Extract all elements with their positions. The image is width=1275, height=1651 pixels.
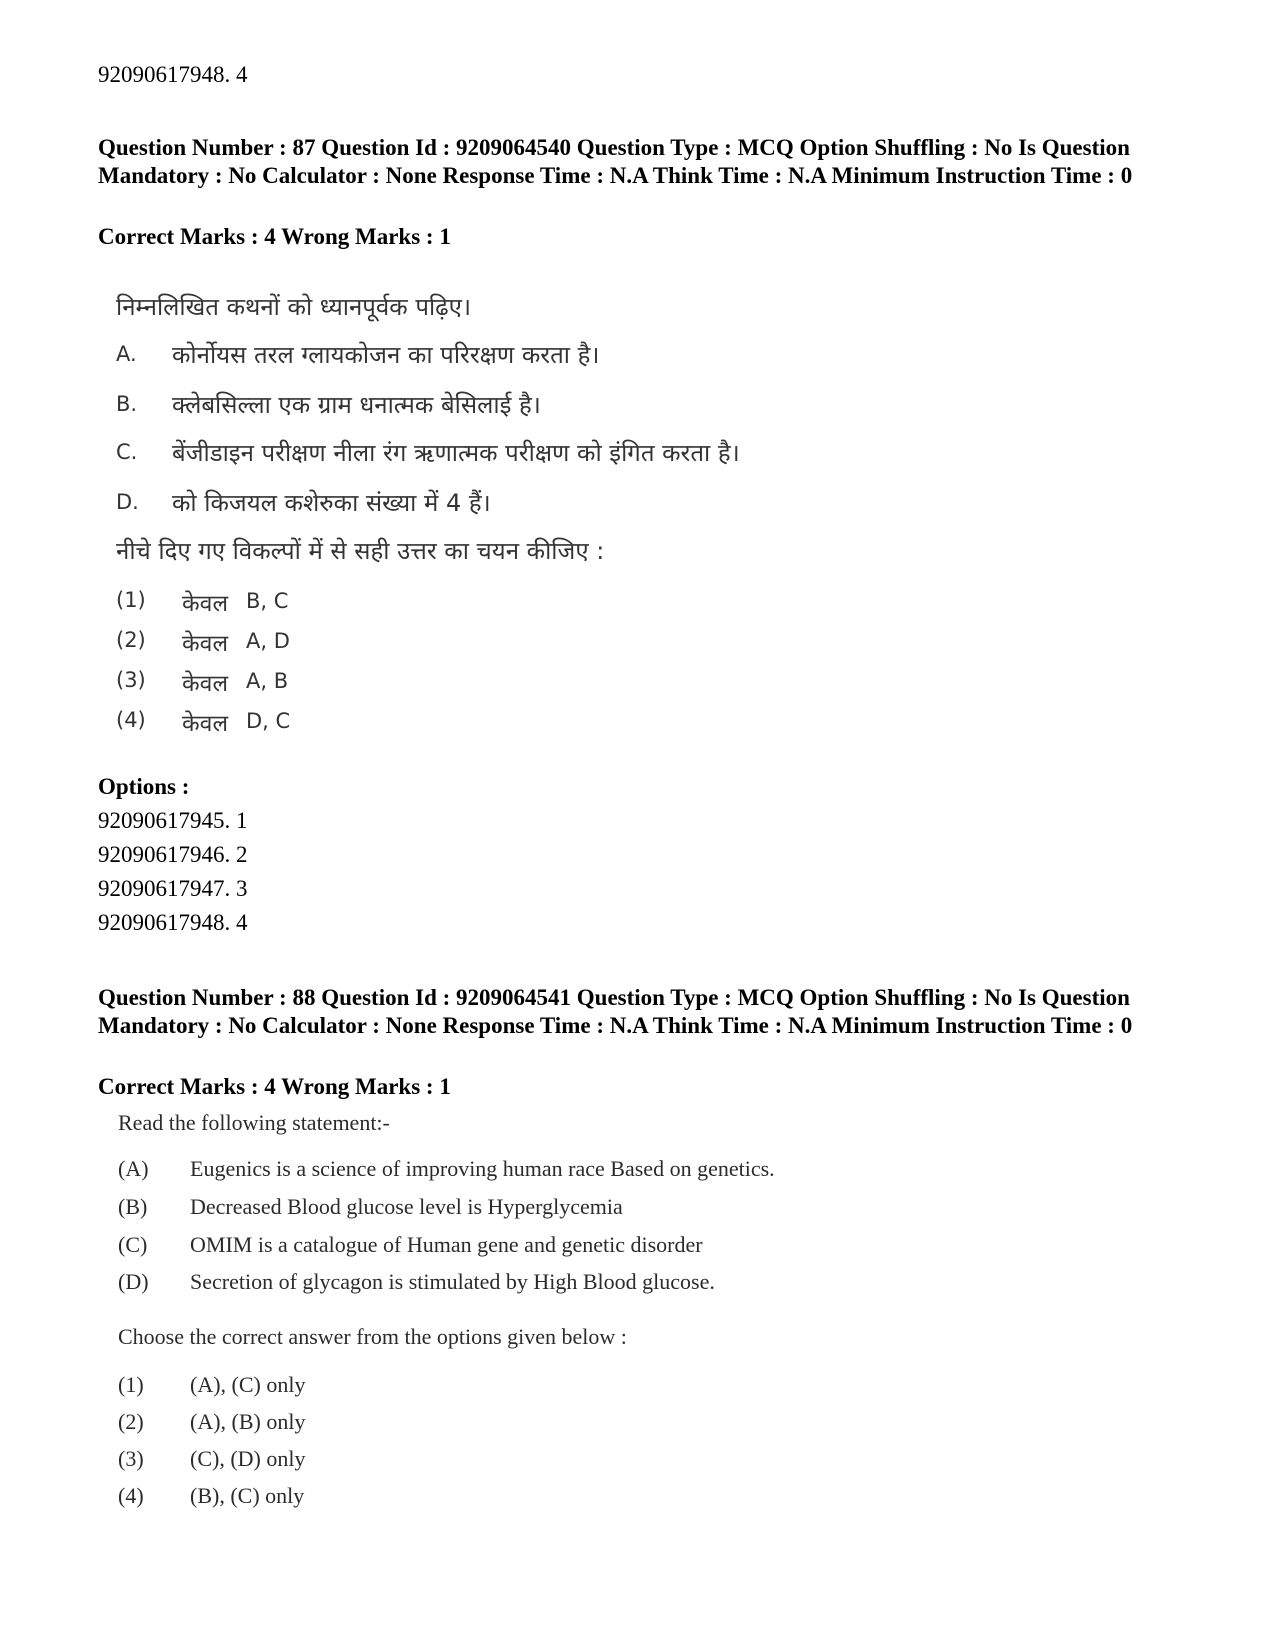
statement-text: बेंजीडाइन परीक्षण नीला रंग ऋणात्मक परीक्षण को इंगित करता है। — [172, 439, 740, 467]
q88-statement-d — [118, 1269, 918, 1301]
answer-text: (A), (B) only — [190, 1409, 306, 1434]
statement-key: (C) — [118, 1232, 148, 1257]
statement-text: OMIM is a catalogue of Human gene and genetic disorder — [190, 1232, 703, 1257]
q87-statement-b — [116, 388, 816, 428]
answer-key: (1) — [118, 1372, 144, 1397]
answer-word: केवल — [182, 631, 229, 657]
option-row: 92090617945. 1 — [98, 808, 248, 833]
answer-key: (3) — [118, 1446, 144, 1471]
question-87-options — [98, 770, 248, 940]
q88-statement-c — [118, 1232, 918, 1264]
answer-value: D, C — [246, 709, 291, 733]
answer-text: (C), (D) only — [190, 1446, 306, 1471]
q88-statement-b — [118, 1194, 918, 1226]
statement-key: (A) — [118, 1156, 149, 1181]
question-87-choose-prompt: नीचे दिए गए विकल्पों में से सही उत्तर का चयन कीजिए : — [116, 537, 605, 565]
q87-statement-d — [116, 486, 816, 526]
answer-word: केवल — [182, 671, 229, 697]
statement-key: C. — [116, 440, 138, 464]
statement-text: Eugenics is a science of improving human race Based on genetics. — [190, 1156, 775, 1181]
statement-key: (D) — [118, 1269, 149, 1294]
statement-text: को किजयल कशेरुका संख्या में 4 हैं। — [172, 489, 491, 517]
question-87-header: Question Number : 87 Question Id : 9209064540 Question Type : MCQ Option Shuffling : No Is Question Mandatory : No Calculator : None Response Time : N.A Think Time : N.A Minimum Instruction Time : 0 — [98, 135, 1133, 188]
answer-word: केवल — [182, 591, 229, 617]
q87-statement-a — [116, 338, 816, 378]
option-row: 92090617946. 2 — [98, 842, 248, 867]
statement-key: B. — [116, 392, 138, 416]
q88-answer-2 — [118, 1409, 518, 1441]
options-label: Options : — [98, 774, 190, 799]
answer-key: (2) — [116, 628, 146, 652]
answer-key: (1) — [116, 588, 146, 612]
statement-key: A. — [116, 342, 137, 366]
option-row: 92090617948. 4 — [98, 910, 248, 935]
q87-answer-2 — [116, 626, 516, 662]
statement-key: (B) — [118, 1194, 148, 1219]
q88-answer-3 — [118, 1446, 518, 1478]
answer-key: (3) — [116, 668, 146, 692]
q88-answer-4 — [118, 1483, 518, 1515]
question-87-intro: निम्नलिखित कथनों को ध्यानपूर्वक पढ़िए। — [116, 293, 472, 321]
answer-key: (4) — [118, 1483, 144, 1508]
answer-text: (B), (C) only — [190, 1483, 305, 1508]
answer-key: (4) — [116, 708, 146, 732]
statement-text: कोर्नोयस तरल ग्लायकोजन का परिरक्षण करता है। — [172, 341, 600, 369]
option-row: 92090617947. 3 — [98, 876, 248, 901]
q87-answer-1 — [116, 586, 516, 622]
question-88-marks: Correct Marks : 4 Wrong Marks : 1 — [98, 1074, 451, 1099]
statement-text: क्लेबसिल्ला एक ग्राम धनात्मक बेसिलाई है। — [172, 391, 541, 419]
answer-text: (A), (C) only — [190, 1372, 306, 1397]
q88-statement-a — [118, 1156, 918, 1188]
statement-key: D. — [116, 490, 139, 514]
q87-answer-3 — [116, 666, 516, 702]
question-87-marks: Correct Marks : 4 Wrong Marks : 1 — [98, 224, 451, 249]
question-88-header: Question Number : 88 Question Id : 9209064541 Question Type : MCQ Option Shuffling : No Is Question Mandatory : No Calculator : None Response Time : N.A Think Time : N.A Minimum Instruction Time : 0 — [98, 985, 1133, 1038]
statement-text: Secretion of glycagon is stimulated by High Blood glucose. — [190, 1269, 715, 1294]
q88-answer-1 — [118, 1372, 518, 1404]
answer-value: A, B — [246, 669, 289, 693]
answer-key: (2) — [118, 1409, 144, 1434]
question-88-intro: Read the following statement:- — [118, 1110, 390, 1135]
statement-text: Decreased Blood glucose level is Hyperglycemia — [190, 1194, 623, 1219]
q87-statement-c — [116, 436, 816, 476]
answer-value: B, C — [246, 589, 289, 613]
previous-option-line: 92090617948. 4 — [98, 62, 248, 87]
q87-answer-4 — [116, 706, 516, 742]
question-88-choose-prompt: Choose the correct answer from the options given below : — [118, 1324, 627, 1349]
answer-word: केवल — [182, 711, 229, 737]
answer-value: A, D — [246, 629, 290, 653]
